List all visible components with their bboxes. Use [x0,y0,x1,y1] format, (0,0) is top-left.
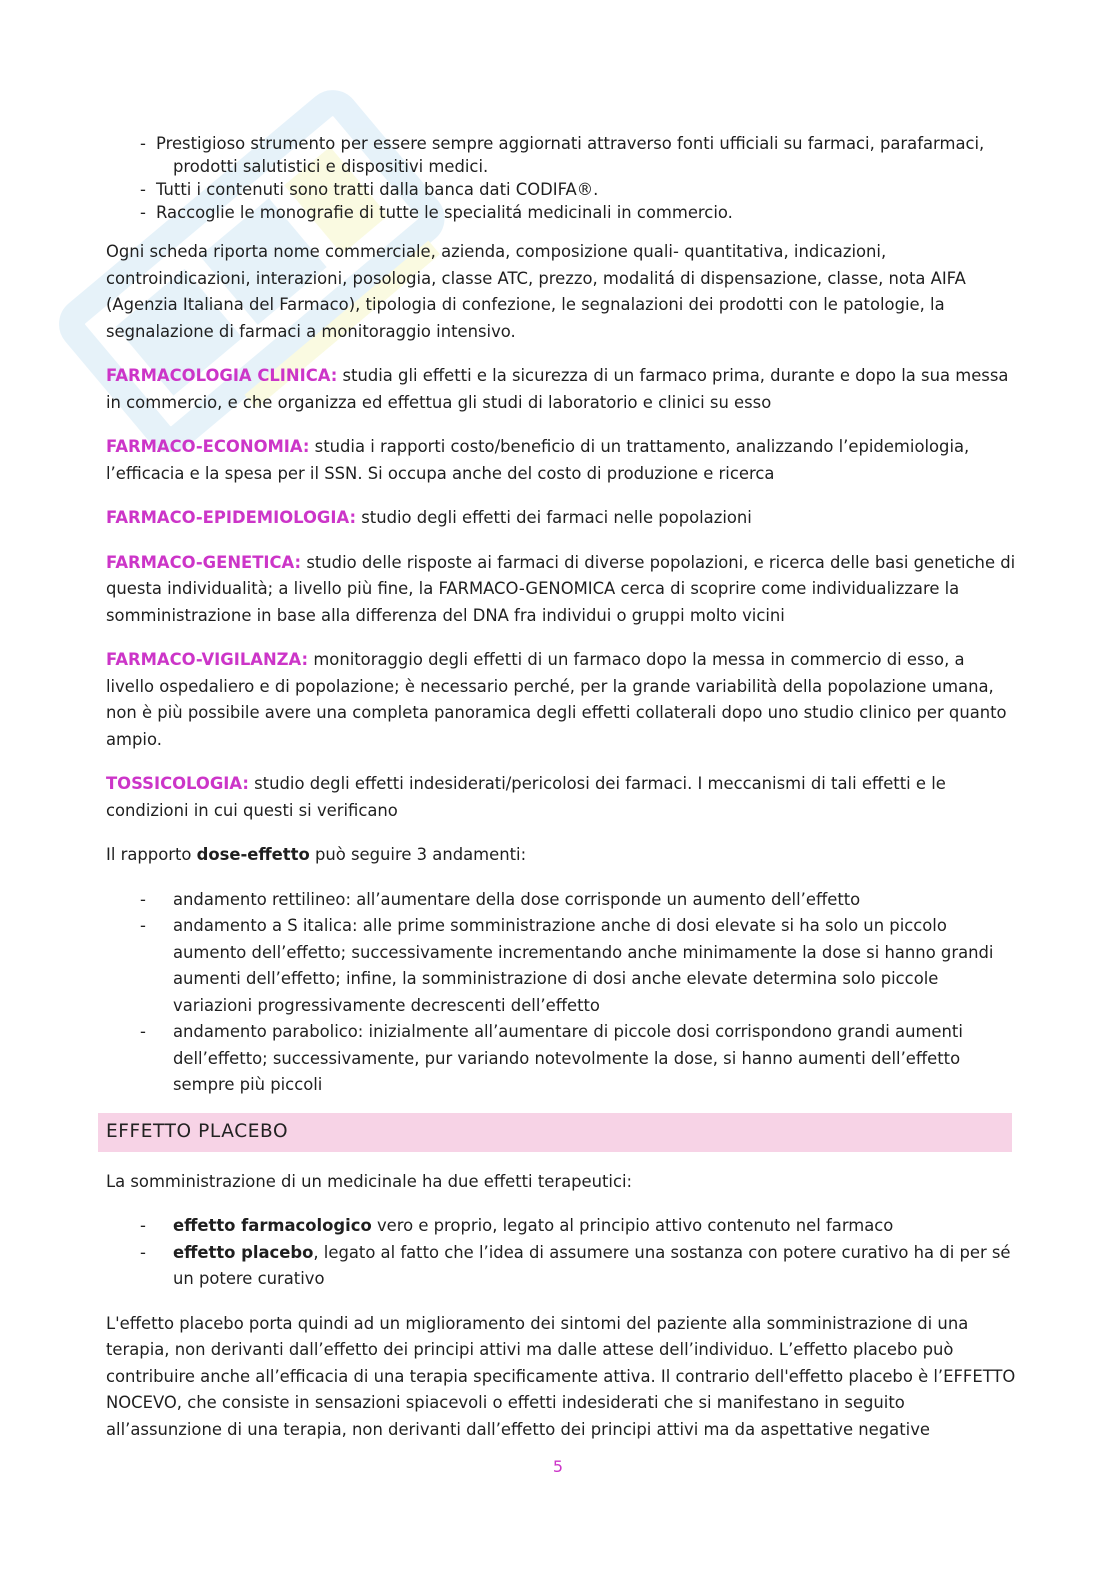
list-item: - Tutti i contenuti sono tratti dalla banca dati CODIFA®. [106,178,1016,201]
definition-text: monitoraggio degli effetti di un farmaco dopo la messa in commercio di esso, a livello ospedaliero e di popolazione; è necessario perché, per la grande variabilità della popolazione umana, non è più possibile avere una completa panoramica degli effetti collaterali dopo uno studio clinico per quanto ampio. [106,650,1007,749]
definition-text: studio delle risposte ai farmaci di diverse popolazioni, e ricerca delle basi genetiche di questa individualità; a livello più fine, la FARMACO-GENOMICA cerca di scoprire come individualizzare la somministrazione in base alla differenza del DNA fra individui o gruppi molto vicini [106,552,1016,625]
section-title: EFFETTO PLACEBO [106,1120,289,1142]
definition-farmaco-genetica [106,550,1016,630]
list-item: - effetto placebo, legato al fatto che l’idea di assumere una sostanza con potere curativo ha di per sé un potere curativo [106,1240,1016,1293]
section-heading-effetto-placebo [98,1113,1012,1152]
list-item: - effetto farmacologico vero e proprio, legato al principio attivo contenuto nel farmaco [106,1213,1016,1240]
list-item: - Prestigioso strumento per essere sempre aggiornati attraverso fonti ufficiali su farmaci, parafarmaci, prodotti salutistici e dispositivi medici. [106,132,1016,178]
definition-term: FARMACO-ECONOMIA: [106,437,310,456]
definition-tossicologia [106,771,1016,824]
definition-text: studio degli effetti indesiderati/pericolosi dei farmaci. I meccanismi di tali effetti e le condizioni in cui questi si verificano [106,774,946,820]
placebo-list [106,1213,1016,1293]
definition-text: studia i rapporti costo/beneficio di un trattamento, analizzando l’epidemiologia, l’efficacia e la spesa per il SSN. Si occupa anche del costo di produzione e ricerca [106,437,970,483]
dose-effect-intro: Il rapporto dose-effetto può seguire 3 andamenti: [106,845,527,864]
scheda-paragraph: Ogni scheda riporta nome commerciale, azienda, composizione quali- quantitativa, indicazioni, controindicazioni, interazioni, posologia, classe ATC, prezzo, modalitá di dispensazione, classe, nota AIFA (Agenzia Italiana del Farmaco), tipologia di confezione, le segnalazioni dei prodotti con le patologie, la segnalazione di farmaci a monitoraggio intensivo. [106,242,966,341]
placebo-intro: La somministrazione di un medicinale ha due effetti terapeutici: [106,1171,633,1191]
page-number: 5 [552,1457,564,1476]
definition-farmaco-economia [106,434,1016,487]
definition-farmacologia-clinica [106,363,1016,416]
definition-farmaco-epidemiologia [106,505,1016,532]
intro-list [106,132,1016,224]
definition-term: FARMACO-VIGILANZA: [106,650,309,669]
definition-text: studia gli effetti e la sicurezza di un farmaco prima, durante e dopo la sua messa in commercio, e che organizza ed effettua gli studi di laboratorio e clinici su esso [106,366,1009,412]
placebo-paragraph: L'effetto placebo porta quindi ad un miglioramento dei sintomi del paziente alla somministrazione di una terapia, non derivanti dall’effetto dei principi attivi ma dalle attese dell’individuo. L’effetto placebo può contribuire anche all’efficacia di una terapia specificamente attiva. Il contrario dell'effetto placebo è l’EFFETTO NOCEVO, che consiste in sensazioni spiacevoli o effetti indesiderati che si manifestano in seguito all’assunzione di una terapia, non derivanti dall’effetto dei principi attivi ma da aspettative negative [106,1313,1016,1439]
dose-effect-list [106,887,1016,1099]
definition-term: FARMACO-GENETICA: [106,552,302,572]
definition-text: studio degli effetti dei farmaci nelle popolazioni [356,508,752,527]
page-content [106,132,1016,1443]
list-item: - Raccoglie le monografie di tutte le specialitá medicinali in commercio. [106,201,1016,224]
definition-term: TOSSICOLOGIA: [106,774,249,793]
list-item: - andamento a S italica: alle prime somministrazione anche di dosi elevate si ha solo un piccolo aumento dell’effetto; successivamente incrementando anche minimamente la dose si hanno grandi aumenti dell’effetto; infine, la somministrazione di dosi anche elevate determina solo piccole variazioni progressivamente decrescenti dell’effetto [106,913,1016,1019]
definition-term: FARMACOLOGIA CLINICA: [106,366,338,385]
definition-farmaco-vigilanza [106,647,1016,753]
list-item: - andamento rettilineo: all’aumentare della dose corrisponde un aumento dell’effetto [106,887,1016,914]
list-item: - andamento parabolico: inizialmente all’aumentare di piccole dosi corrispondono grandi aumenti dell’effetto; successivamente, pur variando notevolmente la dose, si hanno aumenti dell’effetto sempre più piccoli [106,1019,1016,1099]
definition-term: FARMACO-EPIDEMIOLOGIA: [106,508,357,527]
